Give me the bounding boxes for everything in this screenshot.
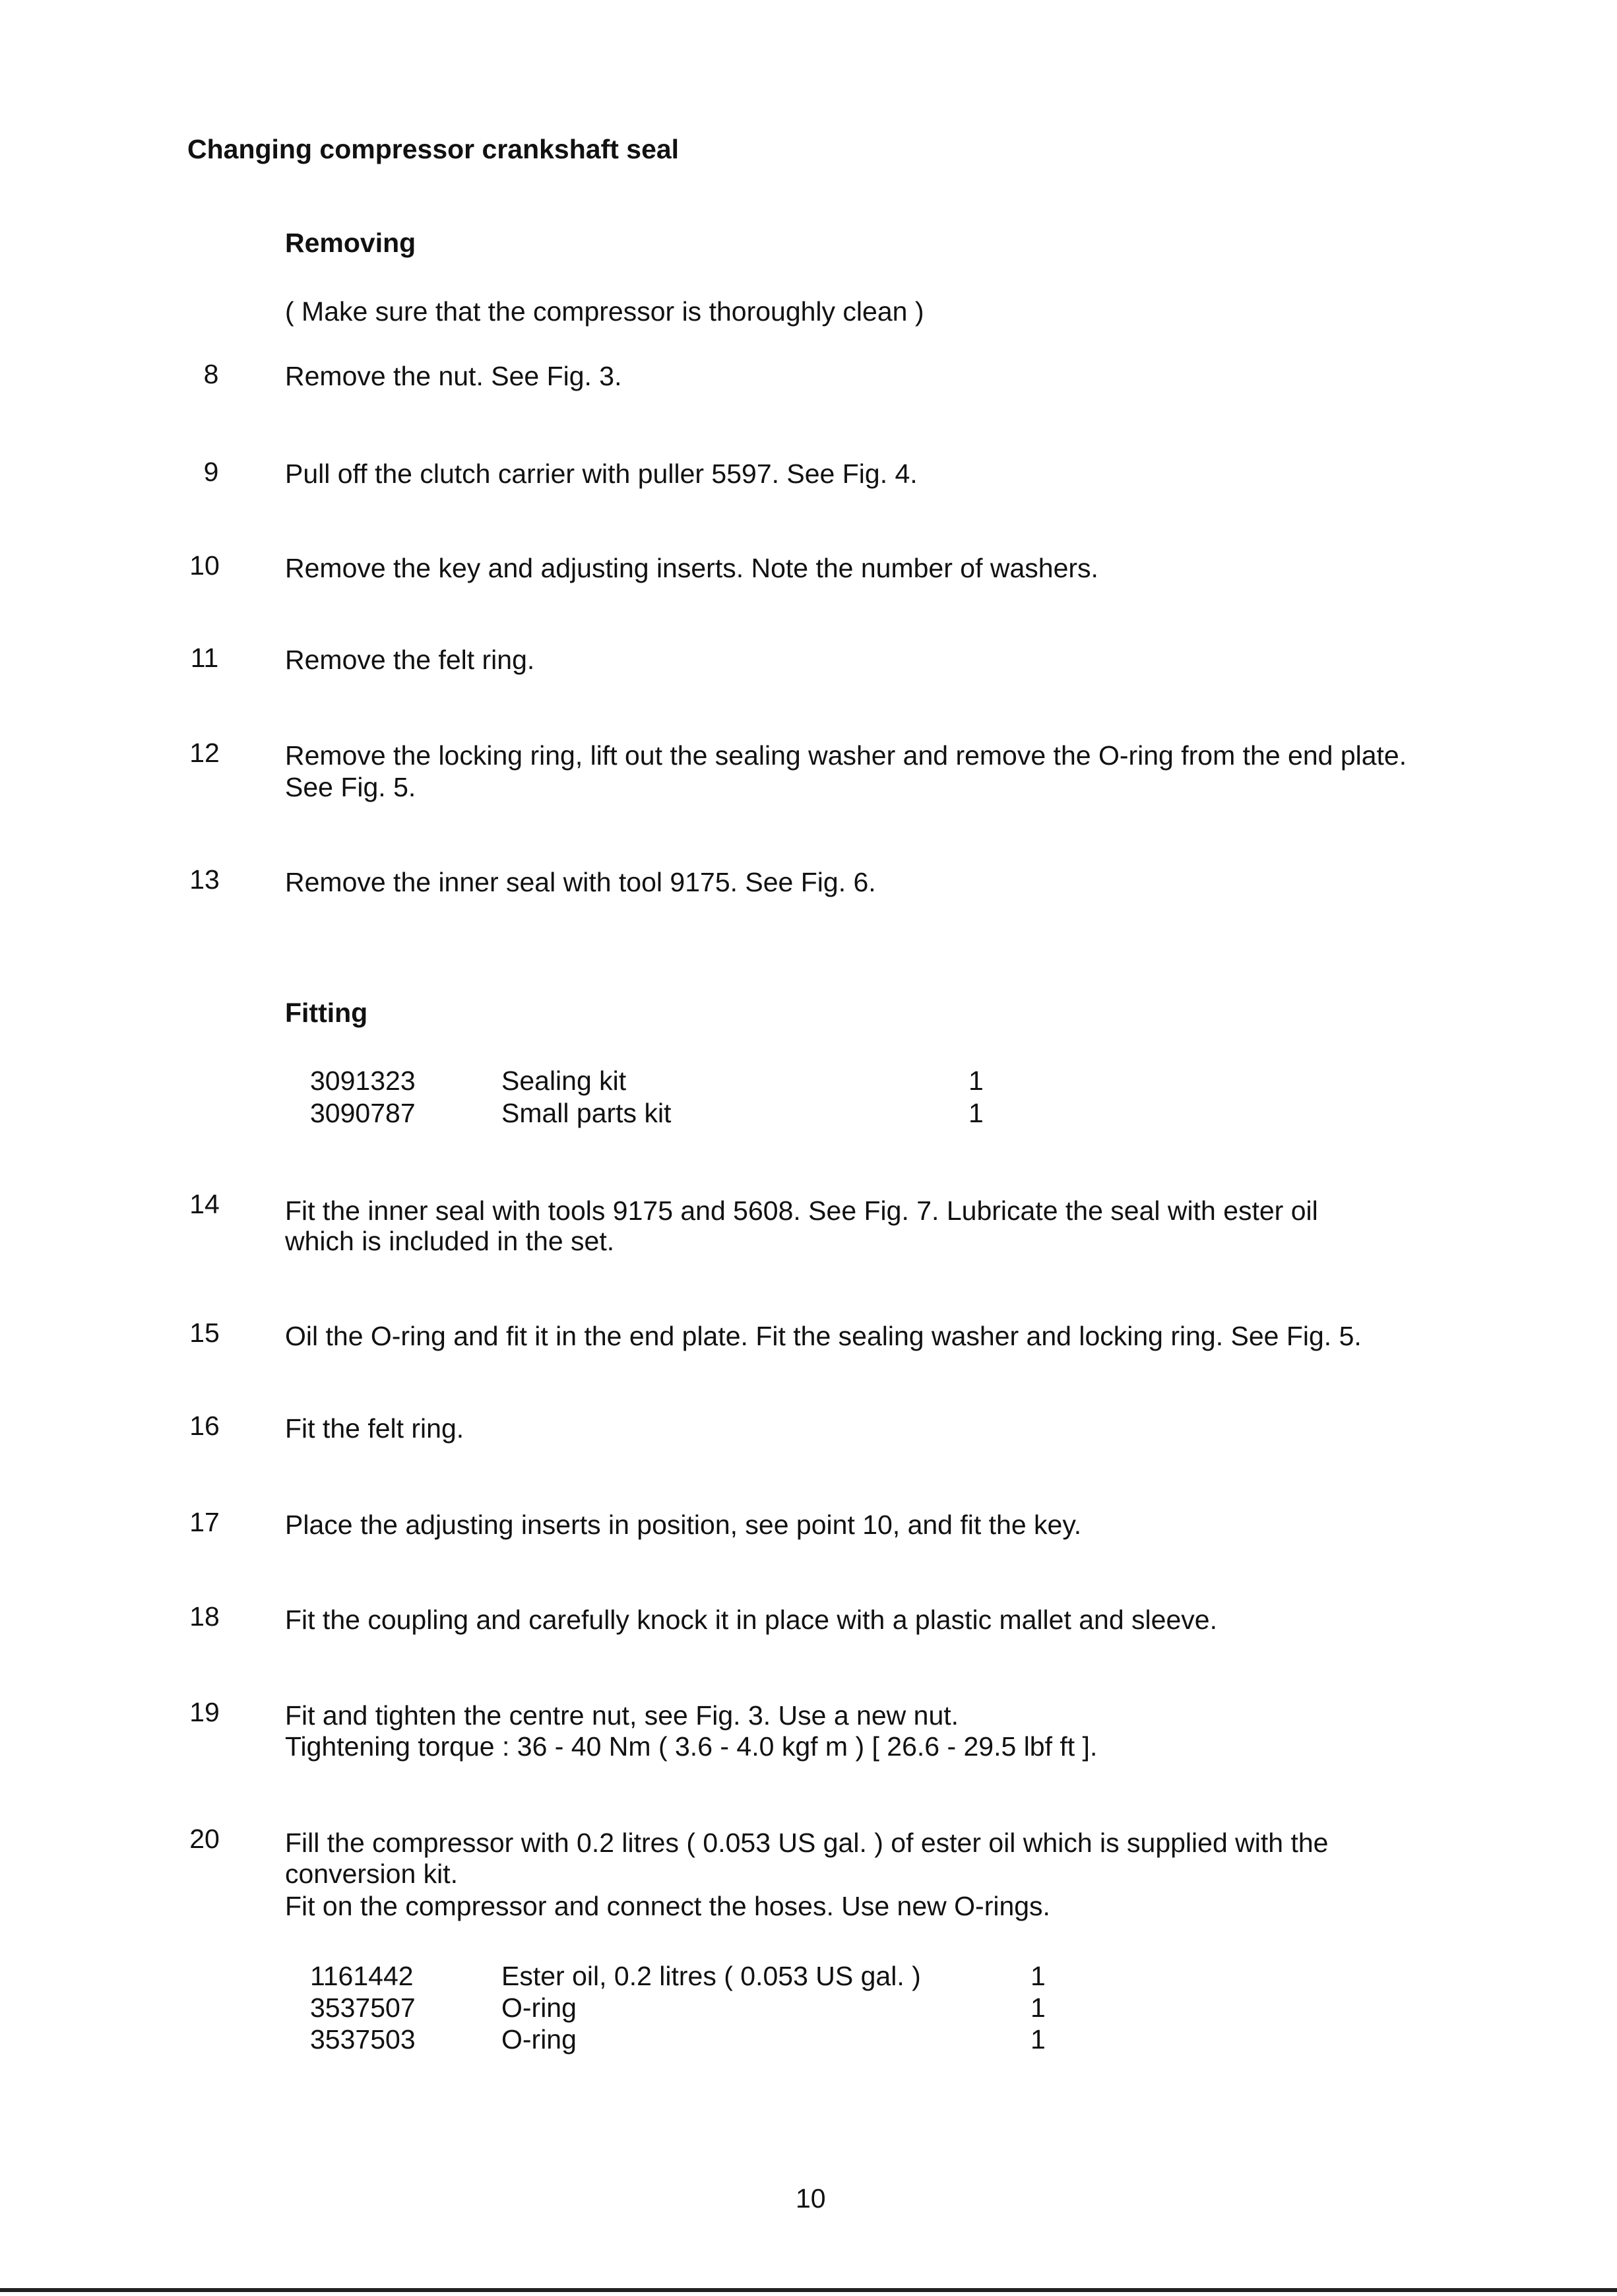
part-description: O-ring bbox=[501, 1993, 577, 2023]
part-description: Small parts kit bbox=[501, 1098, 672, 1128]
part-quantity: 1 bbox=[968, 1098, 984, 1128]
part-description: Ester oil, 0.2 litres ( 0.053 US gal. ) bbox=[501, 1961, 921, 1991]
part-number: 3537507 bbox=[310, 1993, 416, 2023]
step-number: 15 bbox=[189, 1318, 220, 1348]
step-text: Remove the inner seal with tool 9175. See Fig. 6. bbox=[285, 867, 876, 897]
part-quantity: 1 bbox=[968, 1066, 984, 1096]
step-text: Remove the felt ring. bbox=[285, 645, 535, 675]
part-number: 1161442 bbox=[310, 1961, 414, 1991]
step-number: 9 bbox=[203, 457, 219, 487]
part-number: 3091323 bbox=[310, 1066, 416, 1096]
part-number: 3537503 bbox=[310, 2024, 416, 2055]
step-text: See Fig. 5. bbox=[285, 772, 416, 802]
step-text: which is included in the set. bbox=[285, 1226, 615, 1256]
step-text: Fit and tighten the centre nut, see Fig. 3. Use a new nut. bbox=[285, 1700, 959, 1731]
step-number: 19 bbox=[189, 1697, 220, 1727]
step-number: 16 bbox=[189, 1411, 220, 1441]
step-number: 18 bbox=[189, 1601, 220, 1632]
step-text: Oil the O-ring and fit it in the end plate. Fit the sealing washer and locking ring. See Fig. 5. bbox=[285, 1321, 1362, 1351]
page-number: 10 bbox=[796, 2183, 826, 2214]
step-text: Remove the key and adjusting inserts. Note the number of washers. bbox=[285, 553, 1098, 583]
step-text: Remove the nut. See Fig. 3. bbox=[285, 361, 622, 391]
cleanliness-note: ( Make sure that the compressor is thoroughly clean ) bbox=[285, 296, 924, 327]
step-text: conversion kit. bbox=[285, 1859, 459, 1889]
step-text: Remove the locking ring, lift out the sealing washer and remove the O-ring from the end plate. bbox=[285, 740, 1407, 771]
step-number: 13 bbox=[189, 864, 220, 895]
step-text: Place the adjusting inserts in position, see point 10, and fit the key. bbox=[285, 1510, 1082, 1540]
part-description: Sealing kit bbox=[501, 1066, 627, 1096]
step-number: 17 bbox=[189, 1507, 220, 1537]
part-number: 3090787 bbox=[310, 1098, 416, 1128]
step-number: 20 bbox=[189, 1824, 220, 1854]
section-heading-fitting: Fitting bbox=[285, 998, 368, 1028]
section-heading-removing: Removing bbox=[285, 228, 416, 258]
step-text: Fit the felt ring. bbox=[285, 1413, 464, 1444]
part-quantity: 1 bbox=[1030, 2024, 1046, 2055]
step-text: Pull off the clutch carrier with puller 5597. See Fig. 4. bbox=[285, 459, 918, 489]
bottom-scan-edge bbox=[0, 2288, 1617, 2292]
part-quantity: 1 bbox=[1030, 1961, 1046, 1991]
step-number: 10 bbox=[189, 550, 220, 581]
step-text: Fill the compressor with 0.2 litres ( 0.053 US gal. ) of ester oil which is supplied with the bbox=[285, 1828, 1329, 1858]
step-number: 14 bbox=[189, 1189, 220, 1219]
step-text: Fit the inner seal with tools 9175 and 5608. See Fig. 7. Lubricate the seal with ester oil bbox=[285, 1196, 1318, 1226]
step-text: Fit the coupling and carefully knock it in place with a plastic mallet and sleeve. bbox=[285, 1605, 1217, 1635]
step-number: 12 bbox=[189, 738, 220, 768]
step-number: 8 bbox=[203, 359, 219, 389]
page-title: Changing compressor crankshaft seal bbox=[187, 134, 680, 164]
part-quantity: 1 bbox=[1030, 1993, 1046, 2023]
part-description: O-ring bbox=[501, 2024, 577, 2055]
step-text: Fit on the compressor and connect the hoses. Use new O-rings. bbox=[285, 1891, 1050, 1921]
torque-spec: Tightening torque : 36 - 40 Nm ( 3.6 - 4.0 kgf m ) [ 26.6 - 29.5 lbf ft ]. bbox=[285, 1731, 1098, 1762]
step-number: 11 bbox=[190, 643, 219, 673]
